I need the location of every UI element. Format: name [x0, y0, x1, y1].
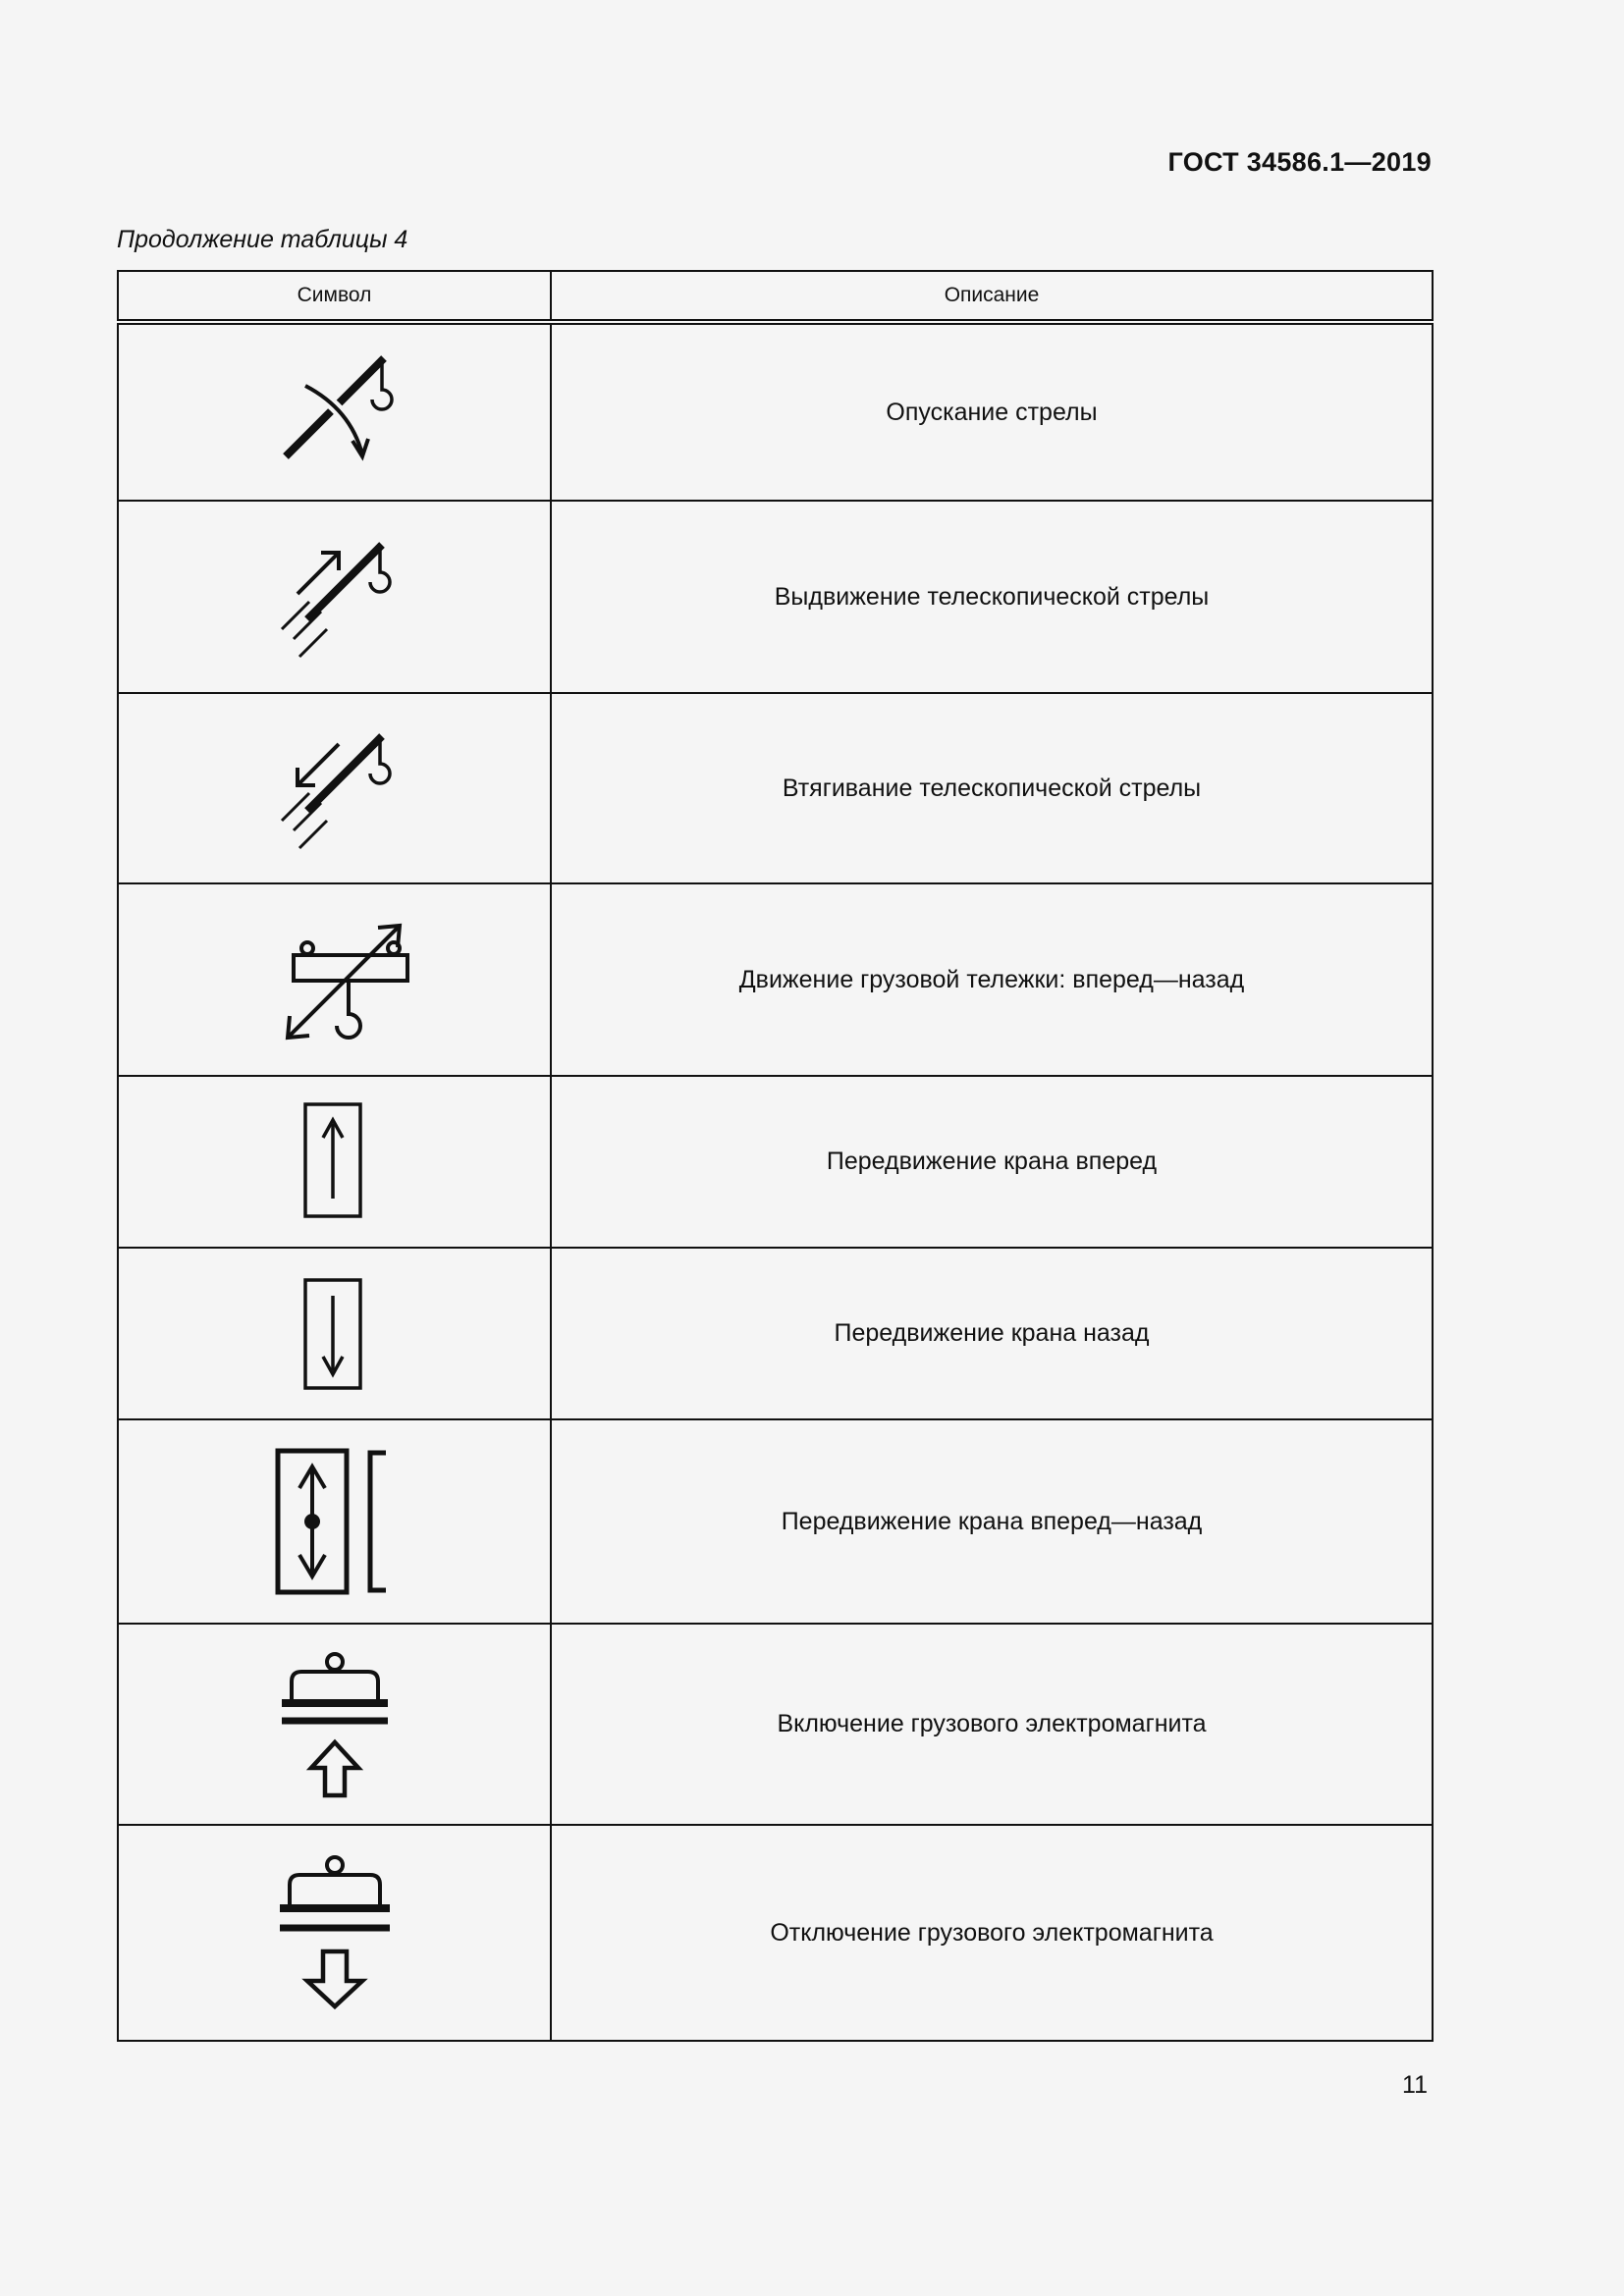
table-caption: Продолжение таблицы 4 [117, 226, 408, 253]
description-cell: Отключение грузового электромагнита [551, 1825, 1433, 2041]
symbol-cell [118, 1248, 551, 1419]
crane-travel-forward-icon [256, 1089, 413, 1236]
symbol-cell [118, 1825, 551, 2041]
column-header-symbol: Символ [118, 271, 551, 322]
table-row [118, 1419, 1433, 1624]
symbol-cell [118, 322, 551, 501]
column-header-description: Описание [551, 271, 1433, 322]
document-code: ГОСТ 34586.1—2019 [1167, 147, 1432, 177]
table-row [118, 501, 1433, 693]
telescopic-boom-retract-icon [256, 715, 413, 862]
table-row [118, 1248, 1433, 1419]
table-row [118, 1076, 1433, 1248]
description-cell: Опускание стрелы [551, 322, 1433, 501]
electromagnet-on-icon [256, 1646, 413, 1803]
description-cell: Передвижение крана вперед [551, 1076, 1433, 1248]
table-header-row [118, 271, 1433, 322]
crane-travel-forward-backward-icon [256, 1443, 413, 1600]
crane-travel-backward-icon [256, 1260, 413, 1408]
symbol-cell [118, 883, 551, 1076]
electromagnet-off-icon [256, 1849, 413, 2016]
symbols-table [117, 270, 1434, 2042]
symbol-cell [118, 1624, 551, 1825]
table-row [118, 693, 1433, 883]
telescopic-boom-extend-icon [256, 523, 413, 670]
table-row [118, 883, 1433, 1076]
symbol-cell [118, 693, 551, 883]
symbol-cell [118, 1419, 551, 1624]
boom-lowering-icon [256, 339, 413, 486]
description-cell: Движение грузовой тележки: вперед—назад [551, 883, 1433, 1076]
symbol-cell [118, 1076, 551, 1248]
description-cell: Передвижение крана назад [551, 1248, 1433, 1419]
description-cell: Включение грузового электромагнита [551, 1624, 1433, 1825]
table-row [118, 1825, 1433, 2041]
description-cell: Передвижение крана вперед—назад [551, 1419, 1433, 1624]
table-row [118, 1624, 1433, 1825]
symbol-cell [118, 501, 551, 693]
trolley-forward-backward-icon [256, 906, 413, 1053]
description-cell: Выдвижение телескопической стрелы [551, 501, 1433, 693]
table-row [118, 322, 1433, 501]
page-number: 11 [1402, 2071, 1428, 2099]
description-cell: Втягивание телескопической стрелы [551, 693, 1433, 883]
